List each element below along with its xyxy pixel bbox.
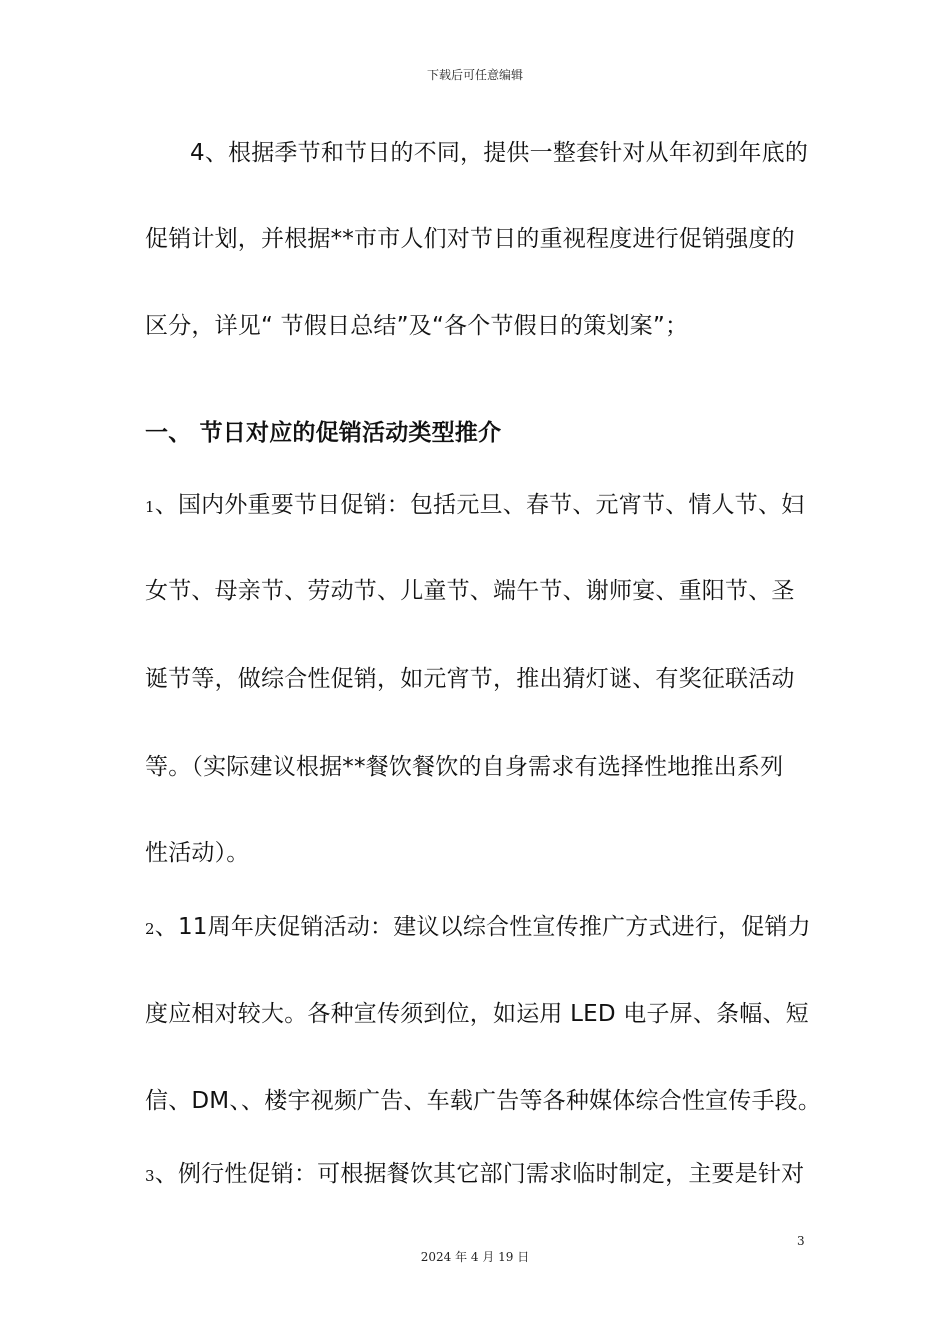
item-2-line-1 (145, 912, 825, 944)
item-1-line-2: 女节、母亲节、劳动节、儿童节、端午节、谢师宴、重阳节、圣 (145, 578, 795, 604)
item-2-line-2: 度应相对较大。各种宣传须到位，如运用 LED 电子屏、条幅、短 (145, 1001, 809, 1027)
paragraph-4-line-1: 4、根据季节和节日的不同，提供一整套针对从年初到年底的 (190, 140, 809, 166)
paragraph-4-line-3: 区分，详见“ 节假日总结”及“各个节假日的策划案”； (145, 313, 689, 339)
footer-date: 2024 年 4 月 19 日 (420, 1250, 530, 1264)
item-2-text: 、11周年庆促销活动：建议以综合性宣传推广方式进行，促销力 (154, 914, 811, 940)
paragraph-4-line-2: 促销计划，并根据**市市人们对节日的重视程度进行促销强度的 (145, 226, 795, 252)
item-1-number: 1 (145, 498, 155, 516)
item-2-number: 2 (145, 920, 155, 938)
page-header: 下载后可任意编辑 (426, 68, 523, 82)
item-3-line-1 (145, 1159, 825, 1191)
item-3-text: 、例行性促销：可根据餐饮其它部门需求临时制定，主要是针对 (154, 1161, 805, 1187)
item-1-line-1 (145, 490, 825, 522)
section-heading: 一、 节日对应的促销活动类型推介 (145, 420, 502, 446)
item-3-number: 3 (145, 1167, 155, 1185)
item-1-line-4: 等。（实际建议根据**餐饮餐饮的自身需求有选择性地推出系列 (145, 754, 784, 780)
item-1-line-5: 性活动）。 (145, 840, 250, 866)
item-2-line-3: 信、DM、、楼宇视频广告、车载广告等各种媒体综合性宣传手段。 (145, 1088, 822, 1114)
page-number: 3 (797, 1234, 805, 1248)
item-1-line-3: 诞节等，做综合性促销，如元宵节，推出猜灯谜、有奖征联活动 (145, 666, 795, 692)
item-1-text: 、国内外重要节日促销：包括元旦、春节、元宵节、情人节、妇 (154, 492, 805, 518)
